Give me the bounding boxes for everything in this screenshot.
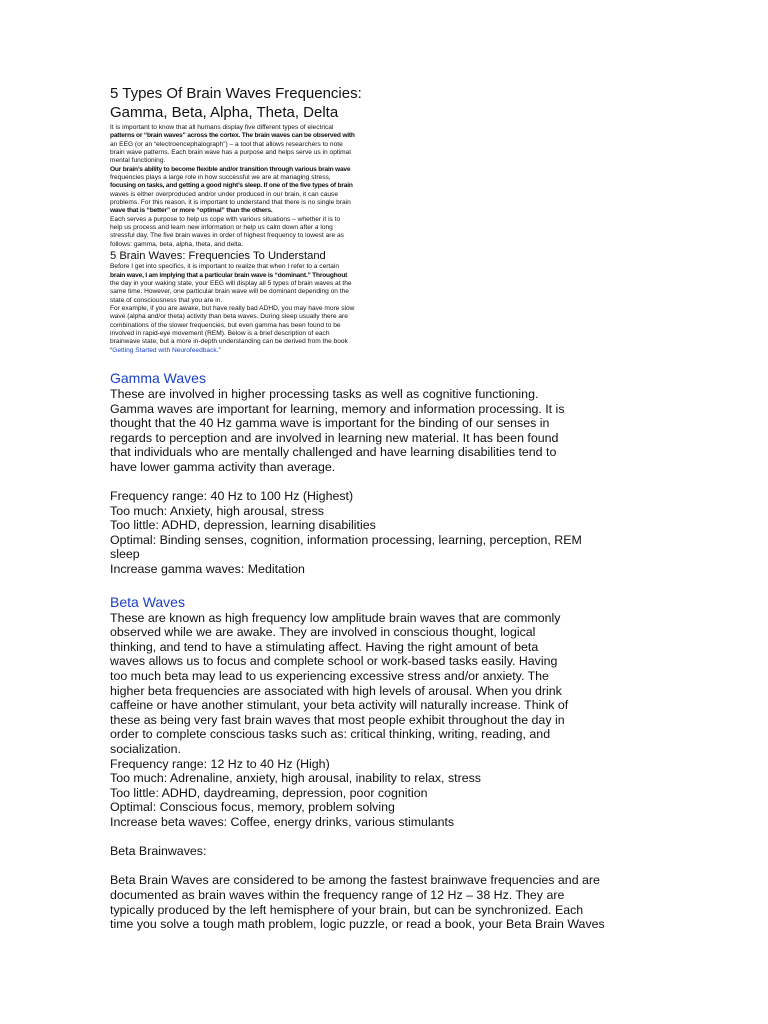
- intro-line: frequencies plays a large role in how successful we are at managing stress,: [110, 174, 331, 182]
- intro-paragraphs: [110, 124, 658, 249]
- book-reference: [110, 347, 658, 355]
- intro-line: brain wave patterns. Each brain wave has a purpose and helps serve us in optimal: [110, 149, 351, 157]
- intro-line: help us process and learn new information or help us calm down after a long: [110, 224, 333, 232]
- gamma-line: Gamma waves are important for learning, memory and information processing. It is: [110, 401, 565, 416]
- intro-line: It is important to know that all humans display five different types of electrical: [110, 124, 334, 131]
- intro-line: Each serves a purpose to help us cope with various situations – whether it is to: [110, 215, 341, 223]
- gamma-fact: Frequency range: 40 Hz to 100 Hz (Highest): [110, 489, 354, 504]
- beta-line: These are known as high frequency low amplitude brain waves that are commonly: [110, 610, 561, 625]
- beta-line: caffeine or have another stimulant, your beta activity will naturally increase. Think of: [110, 698, 569, 713]
- frequencies-line: involved in rapid-eye movement (REM). Below is a brief description of each: [110, 329, 330, 337]
- intro-line: Our brain’s ability to become flexible and/or transition through various brain wave: [110, 165, 351, 173]
- intro-line: stressful day. The five brain waves in order of highest frequency to lowest are as: [110, 232, 344, 240]
- beta-line: Optimal: Conscious focus, memory, problem solving: [110, 800, 395, 815]
- beta-line: Too little: ADHD, daydreaming, depression, poor cognition: [110, 785, 428, 800]
- book-link[interactable]: Getting Started with Neurofeedback: [112, 346, 217, 354]
- beta-line: Frequency range: 12 Hz to 40 Hz (High): [110, 756, 330, 771]
- intro-line: wave that is “better” or more “optimal” than the others.: [110, 207, 273, 215]
- gamma-line: regards to perception and are involved in learning new material. It has been found: [110, 430, 559, 445]
- frequencies-line: brain wave, I am implying that a particular brain wave is “dominant.” Throughout: [110, 271, 348, 279]
- gamma-heading: Gamma Waves: [110, 369, 206, 386]
- document-title: [110, 84, 658, 122]
- title-line-1: 5 Types Of Brain Waves Frequencies:: [110, 85, 362, 102]
- beta-line: observed while we are awake. They are involved in conscious thought, logical: [110, 625, 536, 640]
- frequencies-paragraphs: [110, 263, 658, 346]
- frequencies-line: the day in your waking state, your EEG will display all 5 types of brain waves at the: [110, 279, 352, 287]
- beta-brainwaves-line: typically produced by the left hemisphere of your brain, but can be synchronized. Each: [110, 902, 584, 917]
- beta-line: thinking, and tend to have a stimulating affect. Having the right amount of beta: [110, 639, 539, 654]
- book-quote-close: .”: [216, 346, 221, 354]
- beta-brainwaves-line: Beta Brain Waves are considered to be among the fastest brainwave frequencies and are: [110, 873, 600, 888]
- book-quote-open: “: [110, 346, 113, 354]
- frequencies-subheading: 5 Brain Waves: Frequencies To Understand: [110, 250, 326, 263]
- frequencies-line: Before I get into specifics, it is important to realize that when I refer to a certain: [110, 263, 340, 271]
- beta-line: order to complete conscious tasks such as: critical thinking, writing, reading, and: [110, 727, 551, 742]
- frequencies-line: wave (alpha and/or theta) activity than beta waves. During sleep usually there are: [110, 313, 348, 321]
- intro-line: waves is either overproduced and/or under produced in our brain, it can cause: [110, 190, 338, 198]
- beta-brainwaves-label: Beta Brainwaves:: [110, 844, 207, 859]
- intro-line: mental functioning.: [110, 157, 166, 165]
- document-page: [110, 84, 658, 932]
- beta-line: too much beta may lead to us experiencing excessive stress and/or anxiety. The: [110, 669, 549, 684]
- beta-description: [110, 611, 658, 830]
- frequencies-line: brainwave state, but a more in-depth understanding can be derived from the book: [110, 338, 348, 346]
- beta-brainwaves-description: [110, 873, 658, 931]
- intro-line: patterns or “brain waves” across the cortex. The brain waves can be observed with: [110, 132, 355, 140]
- intro-line: focusing on tasks, and getting a good night’s sleep. If one of the five types of brain: [110, 182, 353, 190]
- intro-line: an EEG (or an “electroencephalograph”) – a tool that allows researchers to note: [110, 140, 343, 148]
- beta-line: Increase beta waves: Coffee, energy drinks, various stimulants: [110, 814, 455, 829]
- frequencies-line: For example, if you are awake, but have really bad ADHD, you may have more slow: [110, 304, 355, 312]
- gamma-description: [110, 387, 658, 475]
- gamma-fact: sleep: [110, 547, 140, 562]
- beta-heading: Beta Waves: [110, 593, 185, 610]
- title-line-2: Gamma, Beta, Alpha, Theta, Delta: [110, 104, 339, 121]
- beta-brainwaves-line: time you solve a tough math problem, logic puzzle, or read a book, your Beta Brain Waves: [110, 917, 605, 932]
- gamma-line: have lower gamma activity than average.: [110, 459, 336, 474]
- gamma-line: thought that the 40 Hz gamma wave is important for the binding of our senses in: [110, 416, 550, 431]
- beta-line: socialization.: [110, 742, 181, 756]
- beta-brainwaves-line: documented as brain waves within the frequency range of 12 Hz – 38 Hz. They are: [110, 887, 565, 902]
- beta-line: these as being very fast brain waves that most people exhibit throughout the day in: [110, 712, 565, 727]
- gamma-fact: Too little: ADHD, depression, learning disabilities: [110, 518, 376, 533]
- frequencies-line: same time. However, one particular brain wave will be dominant depending on the: [110, 288, 349, 296]
- frequencies-line: combinations of the slower frequencies, but even gamma has been found to be: [110, 321, 341, 329]
- gamma-fact: Increase gamma waves: Meditation: [110, 562, 305, 577]
- gamma-fact: Optimal: Binding senses, cognition, information processing, learning, perception, REM: [110, 532, 582, 547]
- beta-line: Too much: Adrenaline, anxiety, high arousal, inability to relax, stress: [110, 771, 481, 786]
- intro-line: problems. For this reason, it is important to understand that there is no single brain: [110, 199, 351, 207]
- gamma-fact: Too much: Anxiety, high arousal, stress: [110, 503, 324, 518]
- frequencies-line: state of consciousness that you are in.: [110, 296, 223, 304]
- intro-line: follows: gamma, beta, alpha, theta, and delta.: [110, 240, 244, 248]
- beta-line: waves allows us to focus and complete school or work-based tasks easily. Having: [110, 654, 558, 669]
- gamma-facts: [110, 489, 658, 577]
- gamma-line: that individuals who are mentally challenged and have learning disabilities tend to: [110, 445, 557, 460]
- beta-line: higher beta frequencies are associated with high levels of arousal. When you drink: [110, 683, 562, 698]
- gamma-line: These are involved in higher processing tasks as well as cognitive functioning.: [110, 386, 539, 401]
